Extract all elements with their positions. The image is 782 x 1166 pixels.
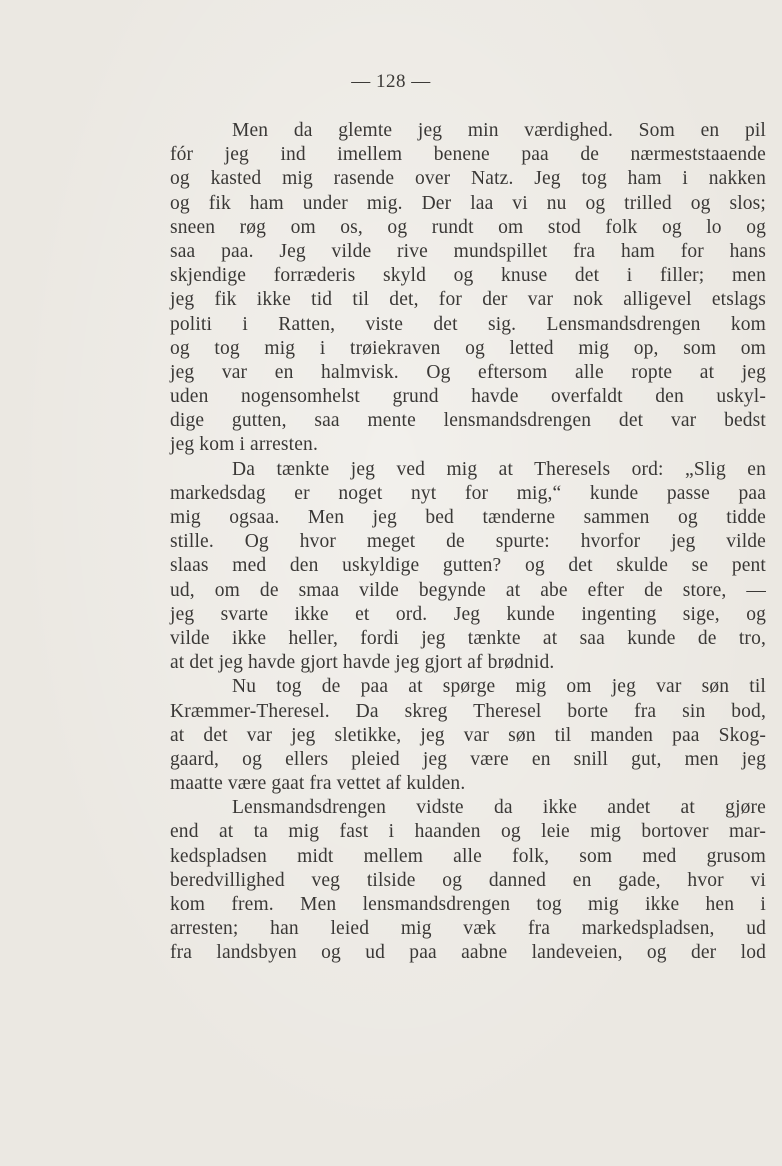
text-line: jeg svarte ikke et ord. Jeg kunde ingenting sige, og bbox=[170, 603, 766, 625]
text-line: ud, om de smaa vilde begynde at abe efter de store, — bbox=[170, 579, 766, 601]
text-line: saa paa. Jeg vilde rive mundspillet fra ham for hans bbox=[170, 240, 766, 262]
text-line: arresten; han leied mig væk fra markedspladsen, ud bbox=[170, 918, 766, 940]
text-line: at det var jeg sletikke, jeg var søn til manden paa Skog- bbox=[170, 724, 766, 746]
text-line: kom frem. Men lensmandsdrengen tog mig ikke hen i bbox=[170, 894, 766, 915]
text-line: beredvillighed veg tilside og danned en gade, hvor vi bbox=[170, 869, 766, 891]
text-line: kedspladsen midt mellem alle folk, som med grusom bbox=[170, 845, 766, 867]
text-line: Nu tog de paa at spørge mig om jeg var søn til bbox=[232, 676, 766, 698]
text-line: Da tænkte jeg ved mig at Theresels ord: „Slig en bbox=[232, 458, 766, 480]
text-line: fór jeg ind imellem benene paa de nærmeststaaende bbox=[170, 144, 766, 166]
text-line: jeg kom i arresten. bbox=[170, 434, 318, 456]
text-line: gaard, og ellers pleied jeg være en snill gut, men jeg bbox=[170, 748, 766, 770]
text-line: jeg fik ikke tid til det, for der var nok alligevel etslags bbox=[170, 289, 766, 311]
text-line: Kræmmer-Theresel. Da skreg Theresel borte fra sin bod, bbox=[170, 700, 766, 722]
text-line: Men da glemte jeg min værdighed. Som en pil bbox=[232, 120, 766, 141]
text-line: og fik ham under mig. Der laa vi nu og trilled og slos; bbox=[170, 192, 766, 214]
text-line: stille. Og hvor meget de spurte: hvorfor jeg vilde bbox=[170, 531, 766, 553]
text-line: markedsdag er noget nyt for mig,“ kunde passe paa bbox=[170, 482, 766, 504]
text-line: politi i Ratten, viste det sig. Lensmandsdrengen kom bbox=[170, 313, 766, 335]
text-line: uden nogensomhelst grund havde overfaldt den uskyl- bbox=[170, 386, 766, 408]
text-line: og tog mig i trøiekraven og letted mig op, som om bbox=[170, 337, 766, 359]
body-text bbox=[170, 119, 766, 966]
text-line: sneen røg om os, og rundt om stod folk og lo og bbox=[170, 216, 766, 238]
text-line: end at ta mig fast i haanden og leie mig bortover mar- bbox=[170, 821, 766, 843]
text-line: vilde ikke heller, fordi jeg tænkte at saa kunde de tro, bbox=[170, 627, 766, 649]
text-line: jeg var en halmvisk. Og eftersom alle ropte at jeg bbox=[170, 361, 766, 383]
text-line: slaas med den uskyldige gutten? og det skulde se pent bbox=[170, 555, 766, 577]
text-line: maatte være gaat fra vettet af kulden. bbox=[170, 773, 466, 795]
text-line: Lensmandsdrengen vidste da ikke andet at gjøre bbox=[232, 797, 766, 819]
page-number: — 128 — bbox=[351, 71, 431, 92]
text-line: og kasted mig rasende over Natz. Jeg tog ham i nakken bbox=[170, 168, 766, 190]
text-line: mig ogsaa. Men jeg bed tænderne sammen og tidde bbox=[170, 507, 766, 528]
text-line: skjendige forræderis skyld og knuse det i filler; men bbox=[170, 265, 766, 287]
text-line: fra landsbyen og ud paa aabne landeveien, og der lod bbox=[170, 942, 766, 964]
text-line: dige gutten, saa mente lensmandsdrengen det var bedst bbox=[170, 410, 766, 432]
text-line: at det jeg havde gjort havde jeg gjort af brødnid. bbox=[170, 652, 555, 674]
